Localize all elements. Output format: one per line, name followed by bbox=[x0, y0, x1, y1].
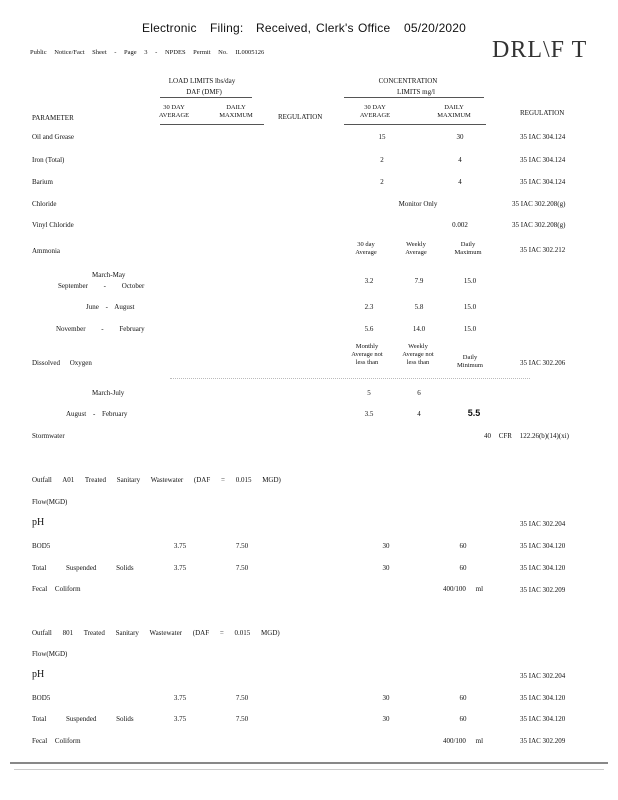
header-filing: Filing: bbox=[210, 21, 244, 35]
outfall-801-ph-reg: 35 IAC 302.204 bbox=[520, 672, 566, 680]
ammonia-col2: Weekly Average bbox=[405, 241, 427, 256]
regulation-header-2: REGULATION bbox=[520, 109, 565, 117]
regulation-header-1: REGULATION bbox=[278, 113, 323, 121]
oil-grease-max: 30 bbox=[456, 133, 464, 141]
param-barium: Barium bbox=[32, 178, 53, 186]
header-electronic: Electronic bbox=[142, 21, 197, 35]
ammonia-s2-v2: 5.8 bbox=[414, 303, 424, 311]
stormwater-reg: 40 CFR 122.26(b)(14)(xi) bbox=[484, 432, 569, 440]
param-vinyl-chloride: Vinyl Chloride bbox=[32, 221, 74, 229]
header-date: 05/20/2020 bbox=[404, 21, 467, 35]
801-fecal-reg: 35 IAC 302.209 bbox=[520, 737, 566, 745]
parameter-header: PARAMETER bbox=[32, 114, 74, 122]
concentration-header: CONCENTRATION bbox=[378, 77, 438, 85]
801-fecal-conc-max: 400/100 ml bbox=[442, 737, 484, 745]
outfall-801-title: Outfall 801 Treated Sanitary Wastewater (DAF = 0.015 MGD) bbox=[32, 629, 280, 637]
a01-tss-param: Total Suspended Solids bbox=[32, 564, 134, 572]
oxygen-s2-v2: 4 bbox=[417, 410, 421, 418]
801-tss-load-max: 7.50 bbox=[235, 715, 249, 723]
oxygen-s2-v3: 5.5 bbox=[467, 408, 481, 418]
bottom-rule-2 bbox=[14, 769, 604, 770]
bottom-rule-1 bbox=[10, 762, 608, 764]
chloride-note: Monitor Only bbox=[398, 200, 438, 208]
vinyl-chloride-reg: 35 IAC 302.208(g) bbox=[512, 221, 566, 229]
oxygen-col1: Monthly Average not less than bbox=[351, 343, 383, 366]
param-oil-grease: Oil and Grease bbox=[32, 133, 74, 141]
param-stormwater: Stormwater bbox=[32, 432, 65, 440]
oxygen-s1-v1: 5 bbox=[367, 389, 371, 397]
header-received: Received, bbox=[256, 21, 312, 35]
ammonia-season-1b: September - October bbox=[58, 282, 145, 290]
outfall-a01-flow: Flow(MGD) bbox=[32, 498, 68, 506]
a01-bod-param: BOD5 bbox=[32, 542, 51, 550]
ammonia-s1-v2: 7.9 bbox=[414, 277, 424, 285]
a01-fecal-param: Fecal Coliform bbox=[32, 585, 81, 593]
iron-avg: 2 bbox=[380, 156, 384, 164]
ammonia-col3: Daily Maximum bbox=[454, 241, 482, 256]
a01-tss-load-avg: 3.75 bbox=[173, 564, 187, 572]
outfall-a01-title: Outfall A01 Treated Sanitary Wastewater (DAF = 0.015 MGD) bbox=[32, 476, 281, 484]
oxygen-col3: Daily Minimum bbox=[456, 354, 483, 369]
801-tss-conc-max: 60 bbox=[459, 715, 467, 723]
oxygen-s2-v1: 3.5 bbox=[364, 410, 374, 418]
a01-tss-load-max: 7.50 bbox=[235, 564, 249, 572]
param-chloride: Chloride bbox=[32, 200, 57, 208]
ammonia-s3-v2: 14.0 bbox=[412, 325, 426, 333]
outfall-801-ph: pH bbox=[32, 669, 45, 680]
load-limits-rule bbox=[160, 97, 252, 98]
param-dissolved-oxygen: Dissolved Oxygen bbox=[32, 359, 92, 367]
a01-bod-load-max: 7.50 bbox=[235, 542, 249, 550]
801-bod-conc-avg: 30 bbox=[382, 694, 390, 702]
ammonia-season-1a: March-May bbox=[92, 271, 126, 279]
801-bod-load-max: 7.50 bbox=[235, 694, 249, 702]
outfall-a01-ph: pH bbox=[32, 517, 45, 528]
ammonia-s1-v3: 15.0 bbox=[463, 277, 477, 285]
801-tss-param: Total Suspended Solids bbox=[32, 715, 134, 723]
header-underline-load bbox=[160, 124, 264, 125]
oxygen-reg: 35 IAC 302.206 bbox=[520, 359, 566, 367]
concentration-rule bbox=[344, 97, 484, 98]
barium-reg: 35 IAC 304.124 bbox=[520, 178, 566, 186]
a01-fecal-reg: 35 IAC 302.209 bbox=[520, 586, 566, 594]
conc-30-day-header: 30 DAY AVERAGE bbox=[359, 104, 391, 119]
ammonia-s2-v1: 2.3 bbox=[364, 303, 374, 311]
ammonia-s3-v3: 15.0 bbox=[463, 325, 477, 333]
iron-max: 4 bbox=[458, 156, 462, 164]
801-tss-reg: 35 IAC 304.120 bbox=[520, 715, 566, 723]
outfall-801-flow: Flow(MGD) bbox=[32, 650, 68, 658]
barium-avg: 2 bbox=[380, 178, 384, 186]
a01-bod-conc-avg: 30 bbox=[382, 542, 390, 550]
daf-dmf-header: DAF (DMF) bbox=[186, 88, 222, 96]
load-30-day-header: 30 DAY AVERAGE bbox=[158, 104, 190, 119]
oxygen-col2: Weekly Average not less than bbox=[402, 343, 434, 366]
header-underline-conc bbox=[344, 124, 486, 125]
801-tss-load-avg: 3.75 bbox=[173, 715, 187, 723]
vinyl-chloride-max: 0.002 bbox=[452, 221, 468, 229]
a01-bod-conc-max: 60 bbox=[459, 542, 467, 550]
ammonia-s1-v1: 3.2 bbox=[364, 277, 374, 285]
oil-grease-reg: 35 IAC 304.124 bbox=[520, 133, 566, 141]
ammonia-season-2: June - August bbox=[86, 303, 135, 311]
ammonia-season-3: November - February bbox=[56, 325, 145, 333]
header-office: Office bbox=[358, 21, 391, 35]
oxygen-dotted-rule bbox=[170, 378, 530, 379]
801-tss-conc-avg: 30 bbox=[382, 715, 390, 723]
iron-reg: 35 IAC 304.124 bbox=[520, 156, 566, 164]
a01-fecal-conc-max: 400/100 ml bbox=[442, 585, 484, 593]
ammonia-col1: 30 day Average bbox=[355, 241, 377, 256]
draft-stamp: DRL\F T bbox=[492, 37, 588, 63]
param-iron: Iron (Total) bbox=[32, 156, 65, 164]
a01-bod-load-avg: 3.75 bbox=[173, 542, 187, 550]
load-daily-max-header: DAILY MAXIMUM bbox=[219, 104, 253, 119]
oil-grease-avg: 15 bbox=[378, 133, 386, 141]
barium-max: 4 bbox=[458, 178, 462, 186]
conc-daily-max-header: DAILY MAXIMUM bbox=[437, 104, 471, 119]
param-ammonia: Ammonia bbox=[32, 247, 60, 255]
a01-tss-conc-max: 60 bbox=[459, 564, 467, 572]
oxygen-season-1: March-July bbox=[92, 389, 125, 397]
ammonia-s3-v1: 5.6 bbox=[364, 325, 374, 333]
oxygen-season-2: August - February bbox=[66, 410, 128, 418]
801-bod-param: BOD5 bbox=[32, 694, 51, 702]
a01-tss-reg: 35 IAC 304.120 bbox=[520, 564, 566, 572]
801-bod-reg: 35 IAC 304.120 bbox=[520, 694, 566, 702]
outfall-a01-ph-reg: 35 IAC 302.204 bbox=[520, 520, 566, 528]
801-fecal-param: Fecal Coliform bbox=[32, 737, 81, 745]
ammonia-reg: 35 IAC 302.212 bbox=[520, 246, 566, 254]
801-bod-load-avg: 3.75 bbox=[173, 694, 187, 702]
ammonia-s2-v3: 15.0 bbox=[463, 303, 477, 311]
chloride-reg: 35 IAC 302.208(g) bbox=[512, 200, 566, 208]
limits-mg-header: LIMITS mg/l bbox=[397, 88, 435, 96]
header-clerks: Clerk's bbox=[316, 21, 354, 35]
oxygen-s1-v2: 6 bbox=[417, 389, 421, 397]
801-bod-conc-max: 60 bbox=[459, 694, 467, 702]
notice-line: Public Notice/Fact Sheet - Page 3 - NPDES Permit No. IL0005126 bbox=[30, 49, 265, 56]
a01-tss-conc-avg: 30 bbox=[382, 564, 390, 572]
load-limits-header: LOAD LIMITS lbs/day bbox=[168, 77, 236, 85]
a01-bod-reg: 35 IAC 304.120 bbox=[520, 542, 566, 550]
